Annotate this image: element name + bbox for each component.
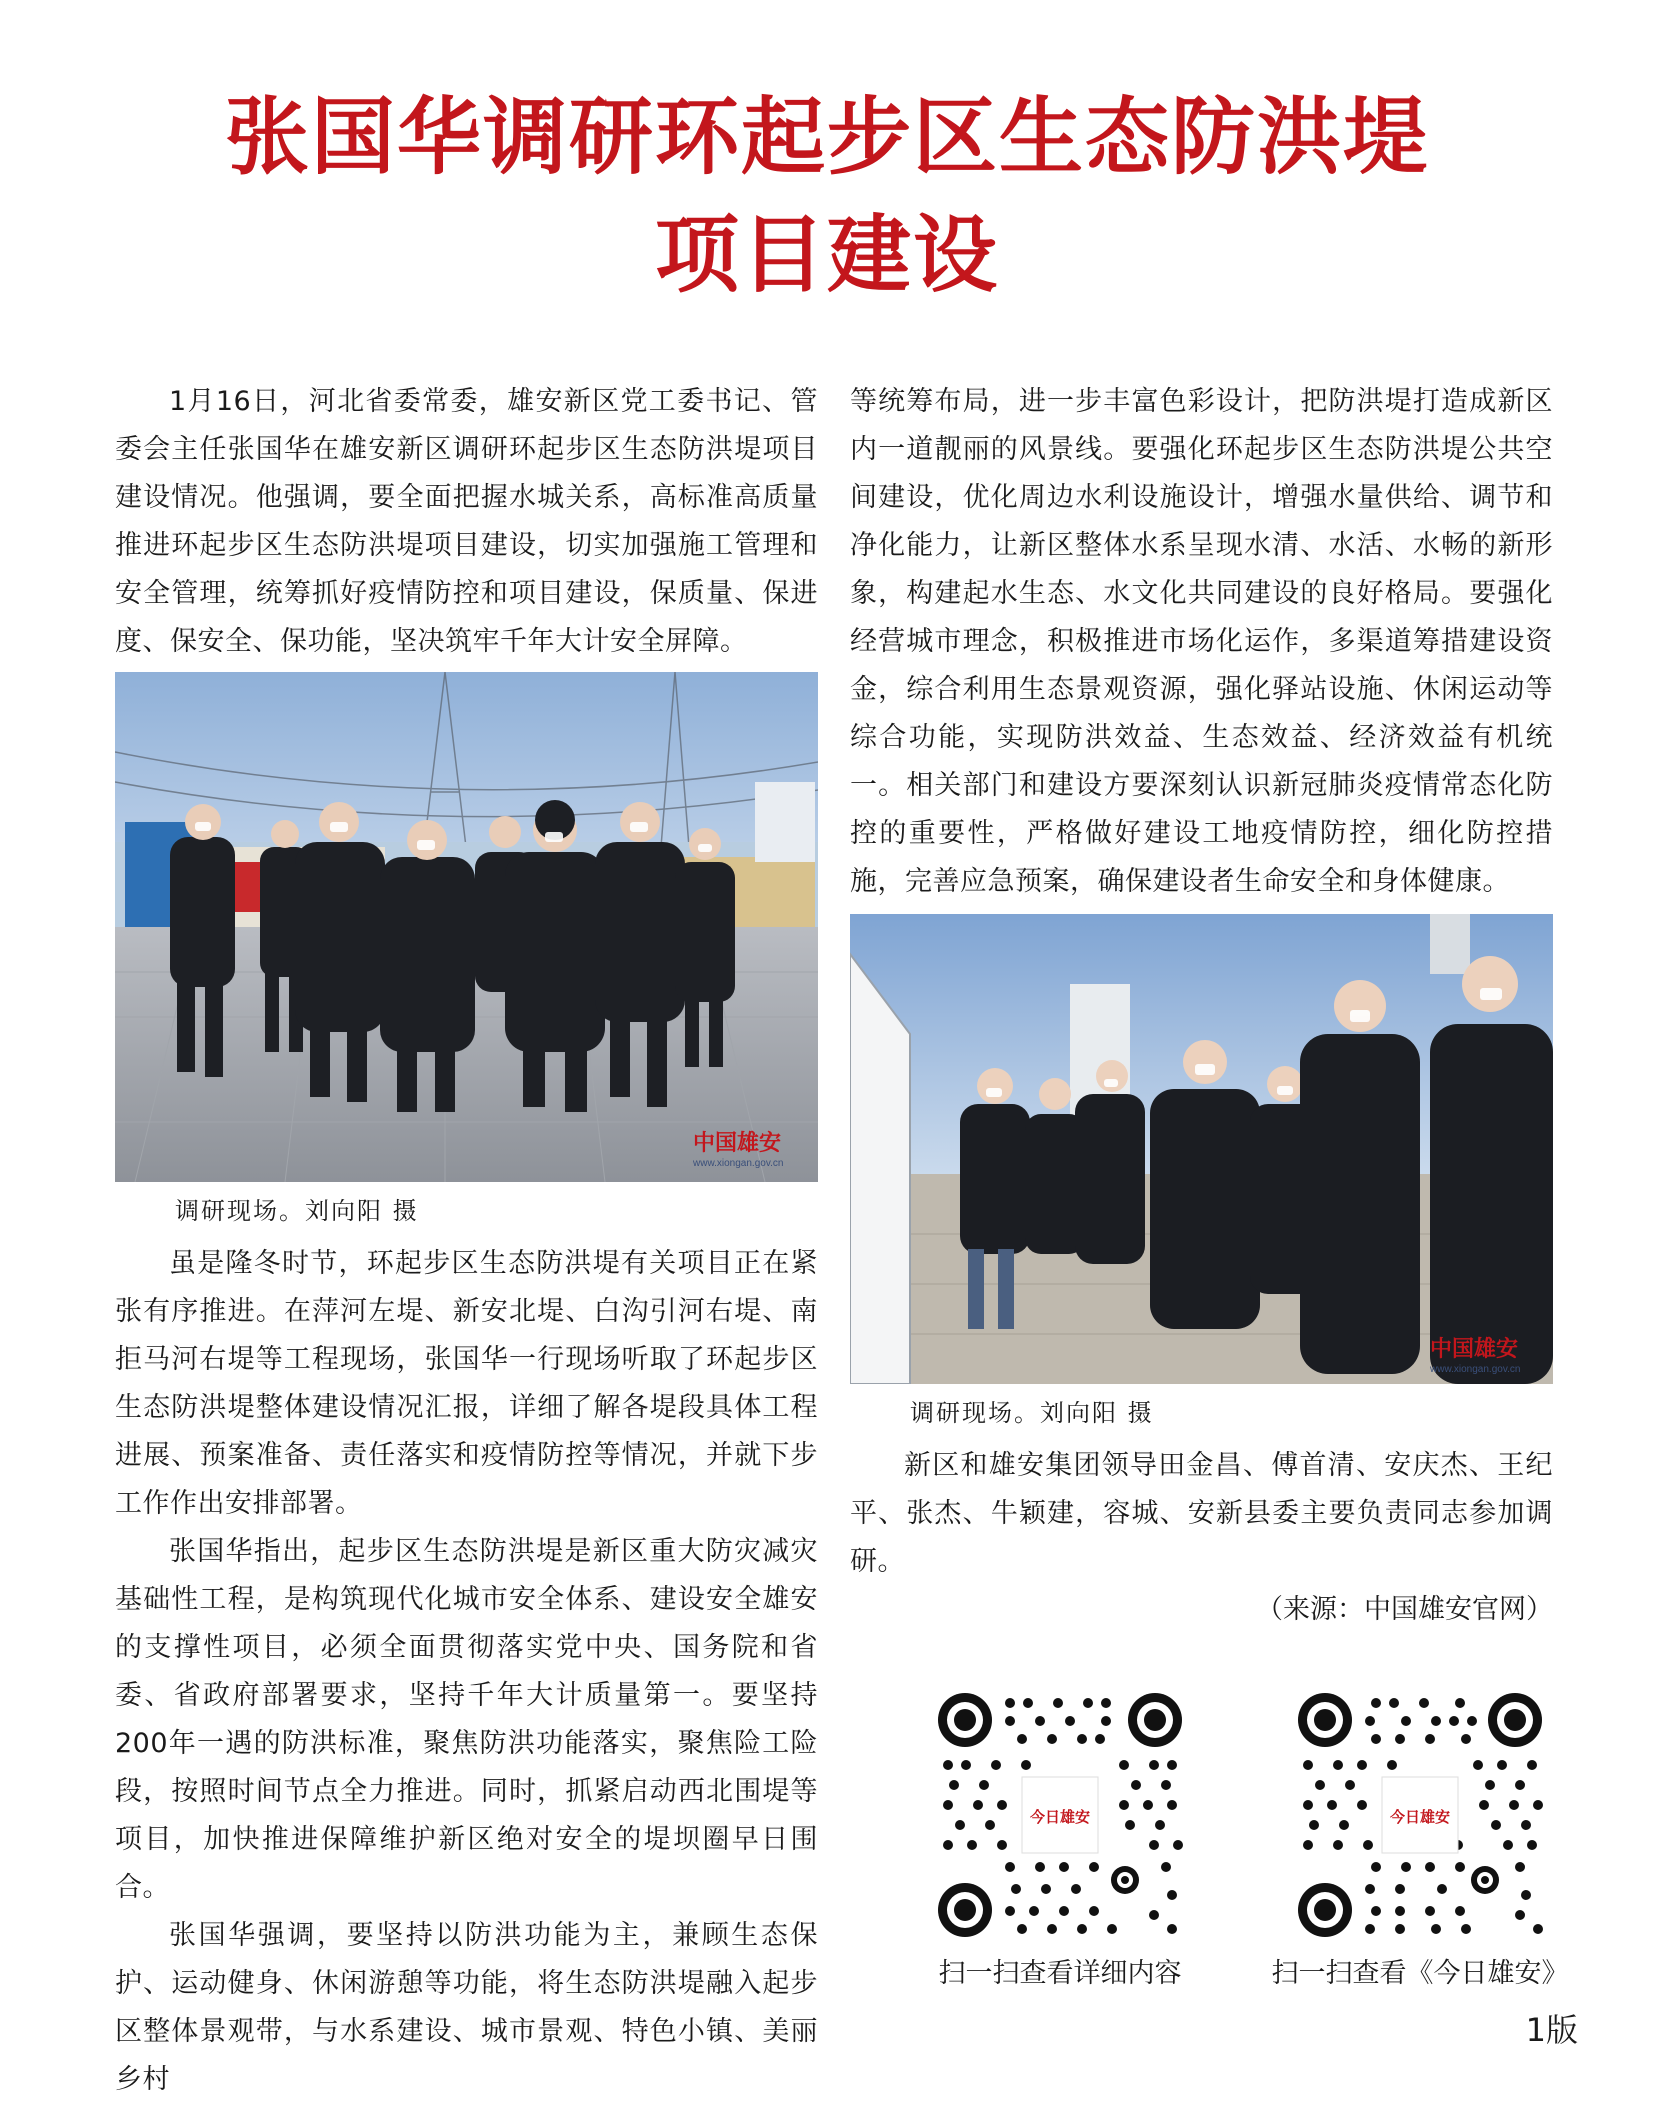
qr-code-detail-image[interactable] xyxy=(935,1690,1185,1940)
photo-watermark-1: 中国雄安 xyxy=(693,1130,782,1156)
article-paragraph-2: 虽是隆冬时节，环起步区生态防洪堤有关项目正在紧张有序推进。在萍河左堤、新安北堤、白沟引河右堤、南拒马河右堤等工程现场，张国华一行现场听取了环起步区生态防洪堤整体建设情况汇报，详细了解各堤段具体工程进展、预案准备、责任落实和疫情防控等情况，并就下步工作作出安排部署。 xyxy=(115,1248,818,1519)
photo-caption-2: 调研现场。刘向阳 摄 xyxy=(910,1399,1154,1427)
qr-code-newspaper[interactable] xyxy=(1270,1690,1570,1992)
left-column xyxy=(115,378,818,2104)
qr-code-detail[interactable] xyxy=(910,1690,1210,1992)
qr-label-detail: 扫一扫查看详细内容 xyxy=(938,1958,1182,1989)
headline xyxy=(0,78,1654,314)
photo-watermark-url-1: www.xiongan.gov.cn xyxy=(693,1158,784,1169)
qr-label-newspaper: 扫一扫查看《今日雄安》 xyxy=(1271,1958,1569,1989)
photo-inspection-briefing xyxy=(850,914,1553,1384)
headline-line-1: 张国华调研环起步区生态防洪堤 xyxy=(224,87,1429,186)
article-paragraph-5: 等统筹布局，进一步丰富色彩设计，把防洪堤打造成新区内一道靓丽的风景线。要强化环起步区生态防洪堤公共空间建设，优化周边水利设施设计，增强水量供给、调节和净化能力，让新区整体水系呈现水清、水活、水畅的新形象，构建起水生态、水文化共同建设的良好格局。要强化经营城市理念，积极推进市场化运作，多渠道筹措建设资金，综合利用生态景观资源，强化驿站设施、休闲运动等综合功能，实现防洪效益、生态效益、经济效益有机统一。相关部门和建设方要深刻认识新冠肺炎疫情常态化防控的重要性，严格做好建设工地疫情防控，细化防控措施，完善应急预案，确保建设者生命安全和身体健康。 xyxy=(850,386,1553,897)
photo-inspection-briefing-image xyxy=(850,914,1553,1384)
photo-inspection-walk-image xyxy=(115,672,818,1182)
article-source: （来源：中国雄安官网） xyxy=(1256,1594,1553,1625)
article-paragraph-6: 新区和雄安集团领导田金昌、傅首清、安庆杰、王纪平、张杰、牛颖建，容城、安新县委主要负责同志参加调研。 xyxy=(850,1450,1553,1577)
headline-line-2: 项目建设 xyxy=(654,205,999,304)
article-paragraph-3: 张国华指出，起步区生态防洪堤是新区重大防灾减灾基础性工程，是构筑现代化城市安全体系、建设安全雄安的支撑性项目，必须全面贯彻落实党中央、国务院和省委、省政府部署要求，坚持千年大计质量第一。要坚持200年一遇的防洪标准，聚焦防洪功能落实，聚焦险工险段，按照时间节点全力推进。同时，抓紧启动西北围堤等项目，加快推进保障维护新区绝对安全的堤坝圈早日围合。 xyxy=(115,1536,818,1903)
photo-watermark-url-2: www.xiongan.gov.cn xyxy=(1430,1364,1521,1375)
article-paragraph-4: 张国华强调，要坚持以防洪功能为主，兼顾生态保护、运动健身、休闲游憩等功能，将生态防洪堤融入起步区整体景观带，与水系建设、城市景观、特色小镇、美丽乡村 xyxy=(115,1920,818,2095)
page-number: 1版 xyxy=(1525,2011,1578,2049)
article-paragraph-1: 1月16日，河北省委常委，雄安新区党工委书记、管委会主任张国华在雄安新区调研环起步区生态防洪堤项目建设情况。他强调，要全面把握水城关系，高标准高质量推进环起步区生态防洪堤项目建设，切实加强施工管理和安全管理，统筹抓好疫情防控和项目建设，保质量、保进度、保安全、保功能，坚决筑牢千年大计安全屏障。 xyxy=(115,386,818,657)
qr-logo-2: 今日雄安 xyxy=(1389,1808,1451,1826)
photo-watermark-2: 中国雄安 xyxy=(1430,1336,1519,1362)
qr-logo-1: 今日雄安 xyxy=(1029,1808,1091,1826)
photo-inspection-walk xyxy=(115,672,818,1182)
qr-code-newspaper-image[interactable] xyxy=(1295,1690,1545,1940)
right-column xyxy=(850,378,1553,1634)
photo-caption-1: 调研现场。刘向阳 摄 xyxy=(175,1197,419,1225)
